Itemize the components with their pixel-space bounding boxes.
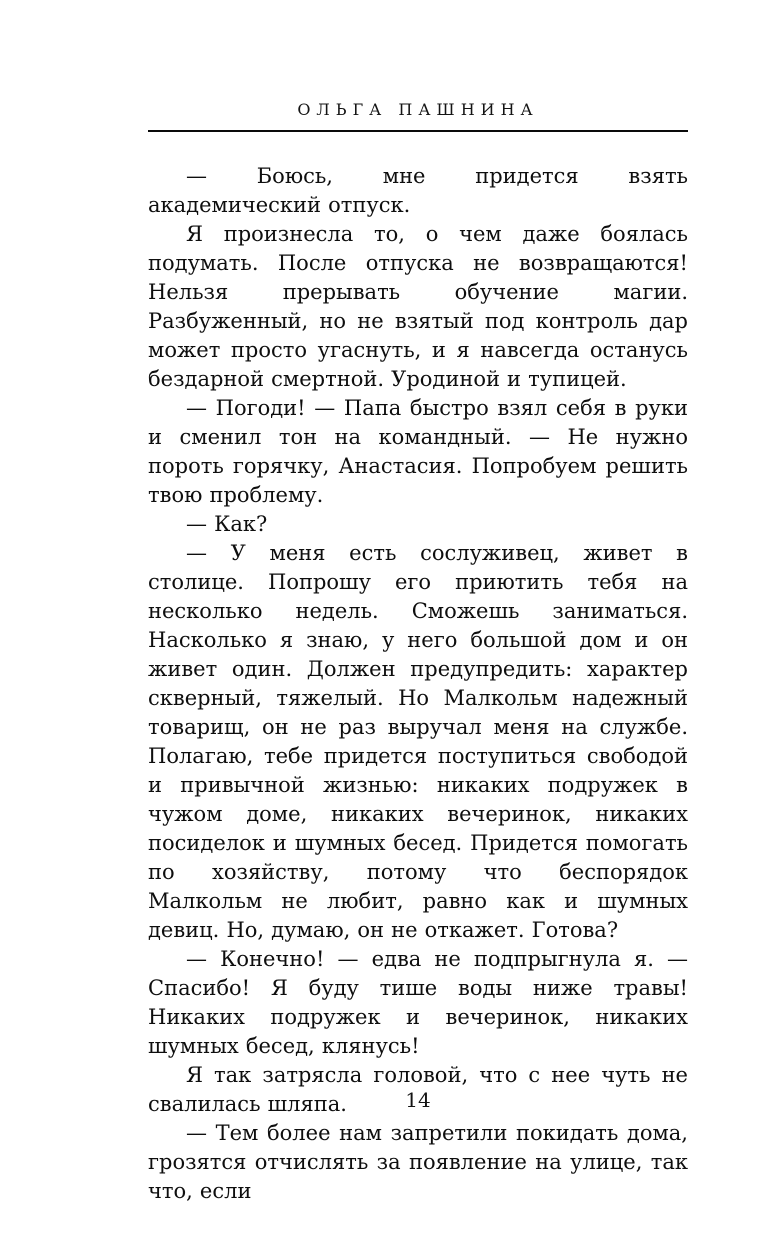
paragraph: Я так затрясла головой, что с нее чуть не свалилась шляпа.	[148, 1063, 688, 1116]
page-body	[148, 162, 688, 1206]
text-block	[148, 100, 688, 1206]
paragraph: — Погоди! — Папа быстро взял себя в руки и сменил тон на командный. — Не нужно пороть горячку, Анастасия. Попробуем решить твою проблему.	[148, 396, 688, 507]
header-rule-divider	[148, 130, 688, 132]
paragraph: Я произнесла то, о чем даже боялась подумать. После отпуска не возвращаются! Нельзя прерывать обучение магии. Разбуженный, но не взятый под контроль дар может просто угаснуть, и я навсегда останусь бездарной смертной. Уродиной и тупицей.	[148, 222, 688, 391]
paragraph: — У меня есть сослуживец, живет в столице. Попрошу его приютить тебя на несколько недель. Сможешь заниматься. Насколько я знаю, у него большой дом и он живет один. Должен предупредить: характер скверный, тяжелый. Но Малкольм надежный товарищ, он не раз выручал меня на службе. Полагаю, тебе придется поступиться свободой и привычной жизнью: никаких подружек в чужом доме, никаких вечеринок, никаких посиделок и шумных бесед. Придется помогать по хозяйству, потому что беспорядок Малкольм не любит, равно как и шумных девиц. Но, думаю, он не откажет. Готова?	[148, 541, 688, 942]
running-header-author: ОЛЬГА ПАШНИНА	[297, 100, 539, 119]
paragraph: — Конечно! — едва не подпрыгнула я. — Спасибо! Я буду тише воды ниже травы! Никаких подружек и вечеринок, никаких шумных бесед, клянусь!	[148, 947, 688, 1058]
page-number: 14	[405, 1088, 431, 1112]
paragraph: — Боюсь, мне придется взять академический отпуск.	[148, 164, 688, 217]
paragraph: — Как?	[186, 512, 268, 536]
paragraph: — Тем более нам запретили покидать дома, грозятся отчислять за появление на улице, так что, если	[148, 1121, 688, 1203]
